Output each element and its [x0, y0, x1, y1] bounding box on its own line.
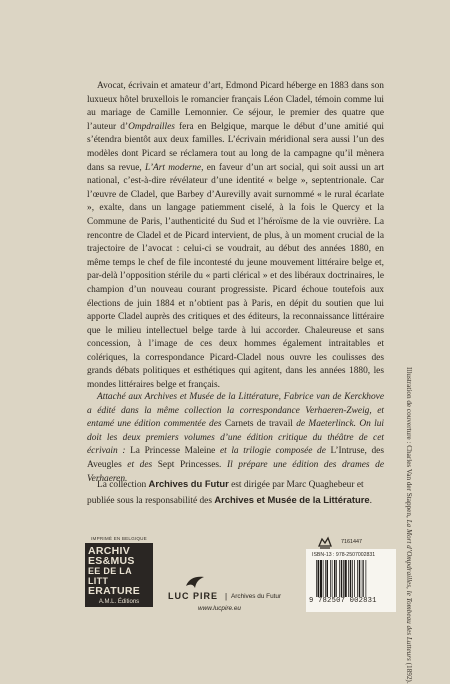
collection-name: Archives du Futur: [148, 478, 229, 489]
distributor-code: 7161447: [341, 539, 362, 545]
biography-text: [87, 80, 384, 393]
editor-text-3: et la trilogie composée de: [215, 446, 331, 457]
bio-title-ompdrailles: Ompdrailles: [128, 121, 175, 132]
printed-in-belgium-caption: IMPRIMÉ EN BELGIQUE: [91, 536, 147, 541]
aml-editions-logo: [85, 536, 153, 607]
bio-paragraph: [87, 80, 384, 393]
editor-text-5: Il prépare une édition des drames de Verhaeren.: [87, 459, 384, 484]
editor-note: [87, 391, 384, 486]
publisher-url: www.lucpire.eu: [198, 605, 241, 612]
editor-text-1: Attaché aux Archives et Musée de la Littérature, Fabrice van de Kerckhove a édité dans la même collection la correspondance Verhaeren-Zweig, et entamé une édition commentée des: [87, 392, 384, 430]
bio-title-review: L’Art moderne: [145, 162, 202, 173]
bio-text-3: , en faveur d’un art social, qui soit aussi un art national, c’est-à-dire révélateur d’une identité « belge », septentrionale. Car l’œuvre de Cladel, que Barbey d’Aurevilly avait surnommé « le rural écarlate », exalte, dans un langage patiemment ciselé, à la fois le Quercy et la Commune de Paris, l’authenticité du Sud et l’héroïsme de la vie ouvrière. La rencontre de Cladel et de Picard intervient, de plus, à un moment crucial de la trajectoire de l’avocat : celui-ci se voudrait, au début des années 1880, en même temps le chef de file incontesté du jeune mouvement littéraire belge et, par-delà l’opposition stérile du « parti clérical » et des libéraux doctrinaires, le champion d’un nouveau courant progressiste. Picard échoue toutefois aux élections de juin 1884 et n’obtient pas à Paris, en dépit du soutien que lui apporte Cladel auprès des critiques et des éditeurs, la reconnaissance littéraire que le milieu intellectuel belge tarde à lui accorder. Chaleureuse et sans concession, à l’image de ces deux hommes également intraitables et colériques, la correspondance Picard-Cladel nous ouvre les coulisses des grands débats politiques et esthétiques qui agitent, dans les années 1880, les mondes littéraires belge et français.: [87, 162, 384, 391]
aml-logo-box: [85, 543, 153, 607]
editor-text-4: et des: [121, 459, 158, 470]
bio-text-2: fera en Belgique, marque le début d’une amitié qui s’étendra bientôt aux deux familles. L’écrivain méridional sera aussi l’un des modèles dont Picard se réclamera tout au long de la campagne qu’il mènera dans sa revue,: [87, 121, 384, 173]
logo-line-2: ES&MUS: [88, 555, 135, 567]
publisher-collection: Archives du Futur: [231, 593, 282, 600]
editor-title-intruse: L’Intruse, des Aveugles: [87, 446, 384, 470]
isbn-text: ISBN-13 : 978-2507002831: [312, 552, 376, 558]
barcode-block: [306, 536, 396, 612]
credit-suffix: (1892).: [405, 660, 413, 684]
credit-prefix: Illustration de couverture : Charles Van der Stappen,: [405, 367, 413, 520]
distributor-icon: [317, 536, 333, 550]
editor-title-carnets: Carnets de travail: [224, 419, 293, 430]
barcode-bars: [315, 560, 389, 597]
bio-text-1: Avocat, écrivain et amateur d’art, Edmond Picard héberge en 1883 dans son luxueux hôtel bruxellois le romancier français Léon Cladel, témoin comme lui au mariage de Camille Lemonnier. Ce séjour, le premier des quatre que l’auteur d’: [87, 81, 384, 132]
editor-title-princesses: Sept Princesses.: [157, 459, 222, 470]
publisher-brand: LUC PIRE: [168, 591, 219, 601]
collection-text-1: La collection: [97, 480, 149, 490]
editor-title-maleine: La Princesse Maleine: [130, 446, 216, 457]
luc-pire-bird-icon: [184, 574, 206, 590]
logo-line-4: ERATURE: [88, 585, 141, 597]
cover-illustration-credit: [405, 367, 413, 684]
publisher-separator: |: [225, 592, 228, 601]
logo-line-1: ARCHIV: [88, 545, 131, 557]
logo-line-3: EE DE LA LITT: [88, 566, 132, 586]
aml-editions-label: A.M.L. Éditions: [98, 599, 140, 605]
institution-name: Archives et Musée de la Littérature: [214, 493, 370, 505]
credit-title: La Mort d’Ompdrailles, le Tombeau des Lutteurs: [405, 519, 413, 661]
editor-paragraph: [87, 391, 384, 486]
collection-note: [87, 477, 384, 508]
barcode-digits: 9 782507 002831: [309, 597, 377, 605]
collection-text-3: .: [369, 495, 372, 506]
editor-text-2: de Maeterlinck. On lui doit les deux premiers volumes d’une édition critique du théâtre de cet écrivain :: [87, 419, 384, 457]
collection-text-2: est dirigée par Marc Quaghebeur et publiée sous la responsabilité des: [87, 480, 364, 506]
